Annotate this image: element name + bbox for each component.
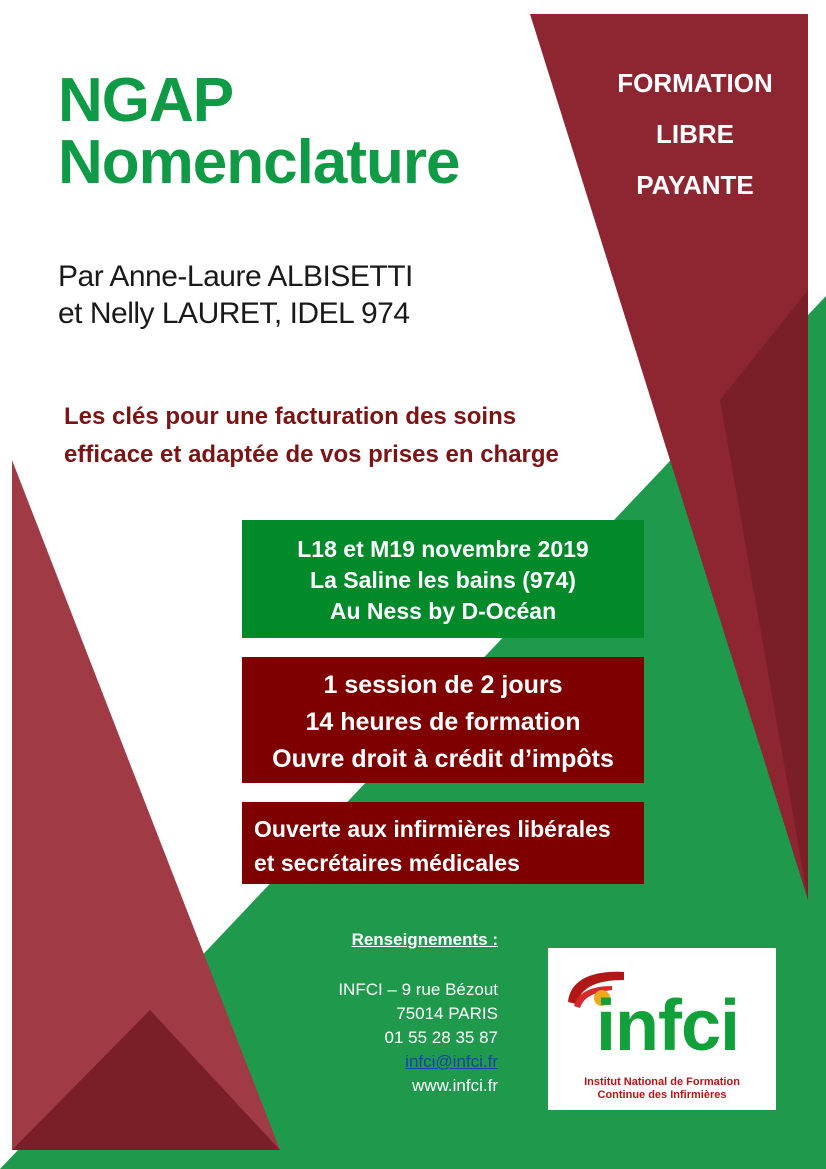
date-location-box <box>242 520 644 638</box>
audience-line-2: et secrétaires médicales <box>254 850 520 876</box>
corner-labels <box>600 58 790 211</box>
session-info-box <box>242 657 644 783</box>
corner-label-libre: LIBRE <box>656 119 734 149</box>
corner-label-payante: PAYANTE <box>636 170 754 200</box>
session-line: 1 session de 2 jours <box>323 671 563 699</box>
corner-label-formation: FORMATION <box>617 68 773 98</box>
venue-line: Au Ness by D-Océan <box>329 598 557 624</box>
location-line: La Saline les bains (974) <box>310 567 576 593</box>
audience-box <box>242 802 644 884</box>
tagline-line-1: Les clés pour une facturation des soins <box>64 403 517 430</box>
authors-line-2: et Nelly LAURET, IDEL 974 <box>58 297 410 330</box>
contact-heading: Renseignements : <box>351 930 498 949</box>
page-title <box>58 66 460 197</box>
authors <box>58 258 413 332</box>
authors-line-1: Par Anne-Laure ALBISETTI <box>58 260 413 293</box>
contact-info <box>300 928 498 1098</box>
contact-phone: 01 55 28 35 87 <box>384 1028 498 1047</box>
tagline <box>64 398 559 474</box>
title-line-2: Nomenclature <box>58 128 460 197</box>
tax-credit-line: Ouvre droit à crédit d’impôts <box>272 745 614 773</box>
audience-line-1: Ouverte aux infirmières libérales <box>254 816 611 842</box>
logo-wordmark: infci <box>596 986 740 1066</box>
hours-line: 14 heures de formation <box>305 708 581 736</box>
date-line: L18 et M19 novembre 2019 <box>297 536 589 562</box>
contact-address-1: INFCI – 9 rue Bézout <box>338 980 498 999</box>
logo-subtitle-1: Institut National de Formation <box>584 1076 740 1088</box>
logo-subtitle-2: Continue des Infirmières <box>597 1089 727 1101</box>
contact-address-2: 75014 PARIS <box>396 1004 498 1023</box>
contact-email-link[interactable]: infci@infci.fr <box>405 1052 498 1071</box>
title-line-1: NGAP <box>58 66 234 135</box>
infci-logo <box>548 948 776 1110</box>
contact-website: www.infci.fr <box>412 1076 498 1095</box>
tagline-line-2: efficace et adaptée de vos prises en charge <box>64 441 559 468</box>
